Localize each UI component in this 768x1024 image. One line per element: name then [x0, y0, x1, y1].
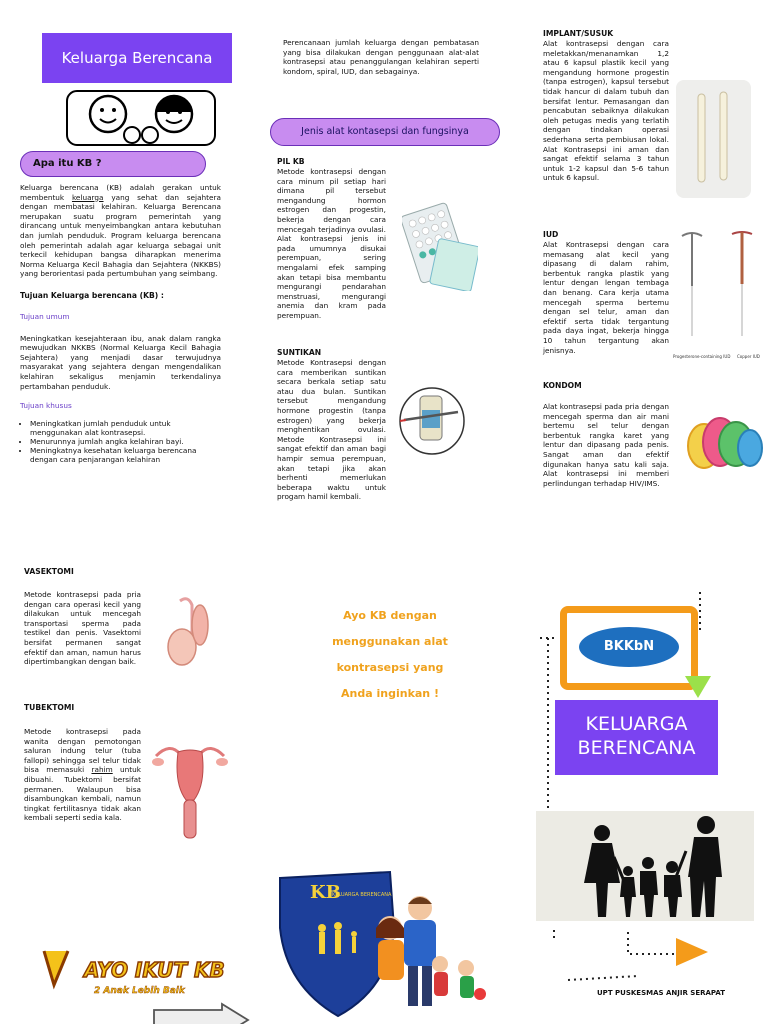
tujuan-khusus-label: Tujuan khusus	[20, 401, 72, 411]
panel1-body	[20, 183, 221, 464]
panel1-title-box	[42, 33, 232, 83]
iud-caption-1: Progesterone-containing IUD	[673, 354, 731, 359]
arrow-right-icon	[152, 1002, 252, 1024]
iud-caption-2: Copper IUD	[737, 354, 760, 359]
bkkbn-wordmark: BKKbN	[603, 639, 655, 654]
ayo-ikut-kb-tagline: 2 Anak Lebih Baik	[94, 986, 185, 996]
pil-kb-heading: PIL KB	[277, 157, 305, 166]
keluarga-link[interactable]: keluarga	[71, 192, 104, 202]
iud-heading: IUD	[543, 230, 559, 239]
list-item: • Meningkatkan jumlah penduduk untuk menggunakan alat kontrasepsi.	[30, 419, 221, 437]
rahim-link[interactable]: rahim	[91, 765, 113, 775]
kondom-text: Alat kontrasepsi pada pria dengan mencegah sperma dan air mani bertemu sel telur dengan berbentuk rangka karet yang lentur dan dipasang pada penis. Sangat aman dan efektif digunakan hanya satu kali saja. Alat kontrasepsi ini memberi perlindungan terhadap HIV/IMS.	[543, 402, 669, 488]
suntikan-text: Metode Kontrasepsi dengan cara memberikan suntikan secara berkala setiap satu atau dua bulan. Suntikan tersebut mengandung hormone progestin (tanpa estrogen) yang bekerja menghentikan ovulasi. Metode Kontrasepsi ini sangat efektif dan aman bagi hampir semua perempuan, akan tetapi jika akan berhenti memerlukan beberapa waktu untuk progam hamil kembali.	[277, 358, 386, 502]
suntikan-heading: SUNTIKAN	[277, 348, 322, 357]
injection-image	[398, 386, 466, 456]
pill-pack-image	[402, 196, 478, 291]
apa-itu-kb-pill	[20, 151, 206, 177]
list-item: • Meningkatnya kesehatan keluarga berencana dengan cara penjarangan kelahiran	[30, 446, 221, 464]
female-anatomy-image	[150, 736, 230, 840]
cover-title-line-2: BERENCANA	[577, 737, 696, 759]
slogan-line: Anda inginkan !	[341, 687, 439, 700]
bkkbn-logo-frame	[560, 606, 698, 690]
list-item: • Menurunnya jumlah angka kelahiran bayi.	[30, 437, 221, 446]
iud-text: Alat Kontrasepsi dengan cara memasang alat kecil yang dipasang di dalam rahim, berbentuk rangka plastik yang lentur dengan lengan tembaga dan benang. Cara kerja utama mencegah sperma bertemu dengan sel telur, aman dan efektif serta tidak tergantung pada daya ingat, bekerja hingga 10 tahun tergantung akan jenisnya.	[543, 240, 669, 355]
family-silhouette-image	[536, 811, 754, 921]
footer-organization: UPT PUSKESMAS ANJIR SERAPAT	[597, 989, 726, 997]
cover-title-box	[555, 700, 718, 775]
tujuan-umum-label: Tujuan umum	[20, 311, 70, 321]
vasektomi-text: Metode kontrasepsi pada pria dengan cara operasi kecil yang dilakukan untuk mencegah transportasi sperma pada testikel dan penis. Vasektomi bersifat permanen sangat efektif dan aman, namun harus dipertimbangkan dengan baik.	[24, 590, 141, 667]
implant-heading: IMPLANT/SUSUK	[543, 29, 614, 38]
kb-intro-paragraph: Keluarga berencana (KB) adalah gerakan untuk membentuk keluarga yang sehat dan sejahtera dengan membatasi kelahiran. Keluarga Berencana merupakan suatu program pemerintah yang dirancang untuk menyeimbangkan antara kebutuhan dan jumlah penduduk. Program keluarga berencana oleh pemerintah adalah agar keluarga sebagai unit terkecil kehidupan bangsa diharapkan menerima Norma Keluarga Kecil Bahagia dan Sejahtera (NKKBS) yang berorientasi pada pertumbuhan yang seimbang.	[20, 183, 221, 279]
pil-kb-text: Metode kontrasepsi dengan cara minum pil setiap hari dimana pil tersebut mengandung hormon estrogen dan progestin, bekerja dengan cara mencegah terjadinya ovulasi. Alat kontrasepsi jenis ini pada umumnya disukai perempuan, sering mengalami efek samping akan tetapi bisa membantu mengurangi pendarahan menstruasi, mengurangi anemia dan kram pada perempuan.	[277, 167, 386, 320]
slogan-block	[300, 603, 480, 707]
tujuan-umum-text: Meningkatkan kesejahteraan ibu, anak dalam rangka mewujudkan NKKBS (Normal Keluarga Kecil Bahagia Sejahtera) yang menjadi dasar terwujudnya masyarakat yang sejahtera dengan mengendalikan kelahiran sekaligus menjamin terkendalinya pertambahan penduduk.	[20, 333, 221, 391]
family-faces-illustration	[66, 90, 216, 146]
bottom-connector-arrow	[548, 928, 718, 988]
kb-emblem-with-family	[270, 868, 490, 1024]
tujuan-khusus-list	[20, 419, 221, 464]
triangle-down-icon	[684, 675, 712, 699]
apa-itu-kb-label: Apa itu KB ?	[33, 158, 102, 169]
tubektomi-heading: TUBEKTOMI	[24, 703, 75, 712]
kondom-heading: KONDOM	[543, 381, 582, 390]
tubektomi-text: Metode kontrasepsi pada wanita dengan pemotongan saluran indung telur (tuba fallopi) sehingga sel telur tidak bisa memasuki rahim untuk dibuahi. Tubektomi bersifat permanen. Walaupun bisa disambungkan kembali, namun tingkat fertilitasnya tidak akan kembali seperti sedia kala.	[24, 727, 141, 823]
tujuan-heading: Tujuan Keluarga berencana (KB) :	[20, 290, 164, 300]
male-anatomy-image	[158, 595, 218, 675]
jenis-kontrasepsi-label: Jenis alat kontasepsi dan fungsinya	[301, 126, 469, 137]
vasektomi-heading: VASEKTOMI	[24, 567, 74, 576]
emblem-kb-letters: KB	[310, 882, 341, 903]
panel1-title: Keluarga Berencana	[61, 49, 213, 67]
cover-title-line-1: KELUARGA	[585, 713, 688, 735]
bkkbn-logo	[579, 627, 679, 667]
slogan-line: menggunakan alat	[332, 635, 448, 648]
condoms-image	[684, 412, 764, 476]
implant-text: Alat kontrasepsi dengan cara meletakkan/menanamkan 1,2 atau 6 kapsul plastik kecil yang mengandung hormone progestin (tanpa estrogen), kapsul tersebut tidak hancur di dalam tubuh dan bersifat lentur. Pemasangan dan pencabutan sebaiknya dilakukan oleh petugas medis yang terlatih dengan tindakan operasi sederhana serta pembiusan lokal. Alat Kontrasepsi ini aman dan sangat efektif selama 3 tahun untuk 1-2 kapsul dan 5-6 tahun untuk 6 kapsul.	[543, 39, 669, 183]
ayo-ikut-kb-logo	[38, 935, 234, 1001]
ayo-ikut-kb-wordmark: AYO IKUT KB	[84, 958, 225, 982]
slogan-line: kontrasepsi yang	[336, 661, 444, 674]
iud-devices-image	[672, 226, 762, 356]
emblem-text: KELUARGA BERENCANA	[332, 892, 392, 898]
jenis-kontrasepsi-pill	[270, 118, 500, 146]
panel2-intro: Perencanaan jumlah keluarga dengan pembatasan yang bisa dilakukan dengan penggunaan alat-alat kontrasepsi atau penanggulangan kelahiran seperti kondom, spiral, IUD, dan sebagainya.	[283, 38, 479, 76]
slogan-line: Ayo KB dengan	[343, 609, 437, 622]
implant-capsules-image	[676, 80, 751, 198]
